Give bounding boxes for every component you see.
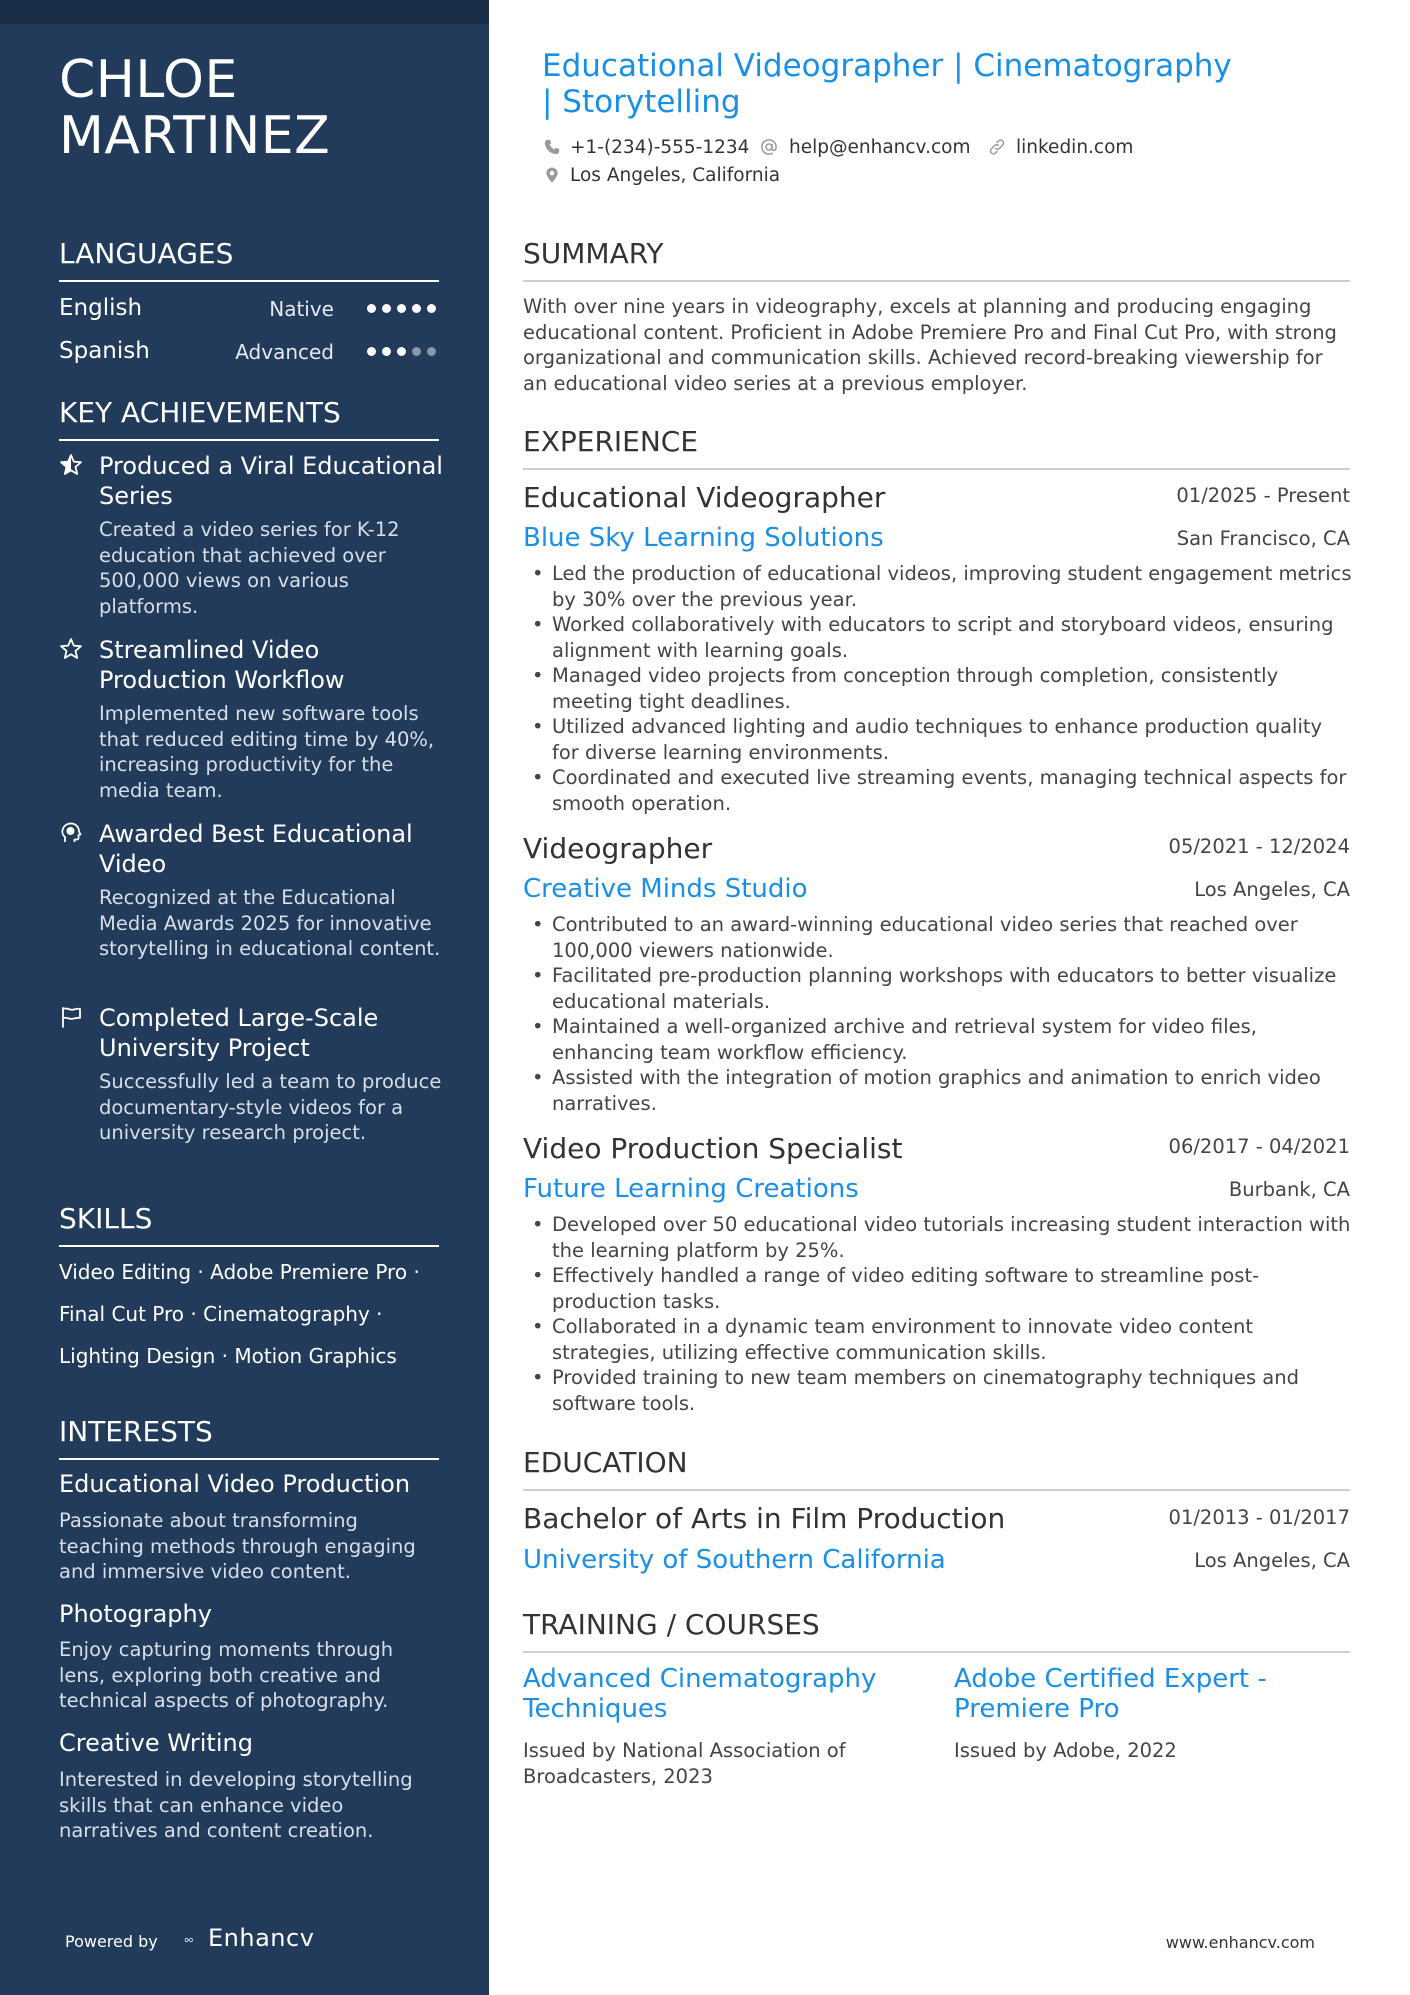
- language-level: Advanced: [235, 340, 334, 364]
- job-location: San Francisco, CA: [1176, 527, 1350, 550]
- language-row: [59, 338, 439, 370]
- achievement-title: Completed Large-Scale University Project: [99, 1004, 379, 1062]
- education-degree: Bachelor of Arts in Film Production: [523, 1502, 1006, 1535]
- link-icon: [988, 138, 1006, 156]
- achievement-desc: Recognized at the Educational Media Awards 2025 for innovative storytelling in educational content.: [99, 886, 441, 960]
- rating-dot-empty: [427, 347, 436, 356]
- job-location: Los Angeles, CA: [1194, 878, 1350, 901]
- course-title[interactable]: Adobe Certified Expert - Premiere Pro: [954, 1664, 1267, 1724]
- rating-dot-filled: [427, 304, 436, 313]
- skill-separator: ·: [197, 1260, 204, 1284]
- skill-separator: ·: [376, 1302, 383, 1326]
- training-heading: TRAINING / COURSES: [523, 1608, 1350, 1653]
- location-text: Los Angeles, California: [570, 165, 781, 186]
- sidebar-top-band: [0, 0, 489, 24]
- summary-text: With over nine years in videography, excels at planning and producing engaging educational content. Proficient in Adobe Premiere Pro and Final Cut Pro, with strong organizational and communication skills. Achieved record-breaking viewership for an educational video series at a previous employer.: [523, 295, 1337, 395]
- languages-heading: LANGUAGES: [59, 237, 439, 282]
- course-desc: Issued by National Association of Broadcasters, 2023: [523, 1739, 846, 1788]
- achievement-item: [59, 819, 444, 962]
- rating-dot-filled: [397, 347, 406, 356]
- language-name: Spanish: [59, 338, 150, 364]
- skill-separator: ·: [413, 1260, 420, 1284]
- skills-line: [59, 1302, 449, 1330]
- skill-tag: Motion Graphics: [234, 1344, 397, 1368]
- job-bullets: [540, 1212, 1352, 1416]
- job-bullet: • Facilitated pre-production planning workshops with educators to better visualize educational materials.: [540, 963, 1352, 1014]
- headline: Educational Videographer | Cinematography | Storytelling: [542, 48, 1232, 120]
- skill-tag: Final Cut Pro: [59, 1302, 185, 1326]
- skills-line: [59, 1260, 449, 1288]
- star-outline-icon: [59, 637, 83, 661]
- job-bullet: • Coordinated and executed live streaming events, managing technical aspects for smooth operation.: [540, 765, 1352, 816]
- job-bullet: • Maintained a well-organized archive and retrieval system for video files, enhancing team workflow efficiency.: [540, 1014, 1352, 1065]
- candidate-name: [59, 52, 330, 164]
- sidebar: [0, 0, 489, 1995]
- job-location: Burbank, CA: [1228, 1178, 1350, 1201]
- job-role: Video Production Specialist: [523, 1132, 903, 1165]
- job-bullet: • Collaborated in a dynamic team environment to innovate video content strategies, utilizing effective communication skills.: [540, 1314, 1352, 1365]
- flag-icon: [59, 1005, 83, 1029]
- rating-dot-filled: [367, 347, 376, 356]
- interest-desc: Enjoy capturing moments through lens, exploring both creative and technical aspects of photography.: [59, 1638, 394, 1712]
- skill-tag: Video Editing: [59, 1260, 192, 1284]
- skills-heading: SKILLS: [59, 1202, 439, 1247]
- interests-heading: INTERESTS: [59, 1415, 439, 1460]
- achievements-heading: KEY ACHIEVEMENTS: [59, 396, 439, 441]
- head-bulb-icon: [59, 821, 83, 845]
- job-bullet: • Effectively handled a range of video editing software to streamline post-production tasks.: [540, 1263, 1352, 1314]
- language-rating: [367, 304, 439, 316]
- job-bullets: [540, 561, 1352, 816]
- language-name: English: [59, 295, 143, 321]
- achievement-desc: Successfully led a team to produce documentary-style videos for a university research project.: [99, 1070, 442, 1144]
- job-company[interactable]: Future Learning Creations: [523, 1174, 859, 1204]
- job-role: Educational Videographer: [523, 481, 886, 514]
- location-pin-icon: [543, 166, 561, 184]
- language-rating: [367, 347, 439, 359]
- achievement-title: Streamlined Video Production Workflow: [99, 636, 345, 694]
- skill-tag: Adobe Premiere Pro: [210, 1260, 408, 1284]
- job-dates: 06/2017 - 04/2021: [1168, 1135, 1350, 1158]
- job-role: Videographer: [523, 832, 713, 865]
- job-dates: 01/2025 - Present: [1176, 484, 1350, 507]
- job-bullet: • Provided training to new team members on cinematography techniques and software tools.: [540, 1365, 1352, 1416]
- job-bullet: • Led the production of educational videos, improving student engagement metrics by 30% over the previous year.: [540, 561, 1352, 612]
- achievement-item: [59, 451, 444, 619]
- course-desc: Issued by Adobe, 2022: [954, 1739, 1177, 1762]
- job-bullets: [540, 912, 1352, 1116]
- phone-icon: [543, 138, 561, 156]
- footer-url[interactable]: www.enhancv.com: [1165, 1933, 1315, 1952]
- skill-separator: ·: [221, 1344, 228, 1368]
- job-bullet: • Contributed to an award-winning educational video series that reached over 100,000 viewers nationwide.: [540, 912, 1352, 963]
- achievement-desc: Created a video series for K-12 education that achieved over 500,000 views on various platforms.: [99, 518, 400, 618]
- job-company[interactable]: Creative Minds Studio: [523, 874, 808, 904]
- star-half-icon: [59, 453, 83, 477]
- job-dates: 05/2021 - 12/2024: [1168, 835, 1350, 858]
- achievement-title: Produced a Viral Educational Series: [99, 452, 443, 510]
- education-location: Los Angeles, CA: [1194, 1549, 1350, 1572]
- interest-desc: Passionate about transforming teaching methods through engaging and immersive video content.: [59, 1509, 416, 1583]
- achievement-title: Awarded Best Educational Video: [99, 820, 413, 878]
- rating-dot-filled: [397, 304, 406, 313]
- at-icon: [760, 138, 778, 156]
- education-dates: 01/2013 - 01/2017: [1168, 1506, 1350, 1529]
- email-text[interactable]: help@enhancv.com: [789, 137, 971, 158]
- education-school[interactable]: University of Southern California: [523, 1545, 946, 1575]
- first-name: CHLOE: [59, 50, 238, 110]
- interest-title: Photography: [59, 1600, 212, 1628]
- last-name: MARTINEZ: [59, 106, 331, 166]
- job-bullet: • Utilized advanced lighting and audio techniques to enhance production quality for diverse learning environments.: [540, 714, 1352, 765]
- skill-tag: Cinematography: [203, 1302, 370, 1326]
- achievement-desc: Implemented new software tools that reduced editing time by 40%, increasing productivity for the media team.: [99, 702, 435, 802]
- interest-desc: Interested in developing storytelling skills that can enhance video narratives and content creation.: [59, 1768, 413, 1842]
- interest-title: Educational Video Production: [59, 1470, 411, 1498]
- summary-heading: SUMMARY: [523, 237, 1350, 282]
- rating-dot-filled: [367, 304, 376, 313]
- language-row: [59, 295, 439, 327]
- rating-dot-filled: [382, 304, 391, 313]
- phone-text[interactable]: +1-(234)-555-1234: [570, 137, 750, 158]
- achievement-item: [59, 1003, 444, 1146]
- job-bullet: • Assisted with the integration of motion graphics and animation to enrich video narratives.: [540, 1065, 1352, 1116]
- rating-dot-empty: [412, 347, 421, 356]
- linkedin-text[interactable]: linkedin.com: [1016, 137, 1134, 158]
- job-company[interactable]: Blue Sky Learning Solutions: [523, 523, 884, 553]
- experience-heading: EXPERIENCE: [523, 425, 1350, 470]
- achievement-item: [59, 635, 444, 803]
- brand-name: Enhancv: [208, 1924, 315, 1952]
- course-title[interactable]: Advanced Cinematography Techniques: [523, 1664, 877, 1724]
- job-bullet: • Managed video projects from conception through completion, consistently meeting tight deadlines.: [540, 663, 1352, 714]
- job-bullet: • Developed over 50 educational video tutorials increasing student interaction with the learning platform by 25%.: [540, 1212, 1352, 1263]
- powered-by-label: Powered by: [65, 1932, 158, 1951]
- rating-dot-filled: [412, 304, 421, 313]
- job-bullet: • Worked collaboratively with educators to script and storyboard videos, ensuring alignment with learning goals.: [540, 612, 1352, 663]
- skill-separator: ·: [190, 1302, 197, 1326]
- education-heading: EDUCATION: [523, 1446, 1350, 1491]
- rating-dot-filled: [382, 347, 391, 356]
- language-level: Native: [269, 297, 334, 321]
- interest-title: Creative Writing: [59, 1729, 253, 1757]
- skill-tag: Lighting Design: [59, 1344, 216, 1368]
- skills-line: [59, 1344, 449, 1372]
